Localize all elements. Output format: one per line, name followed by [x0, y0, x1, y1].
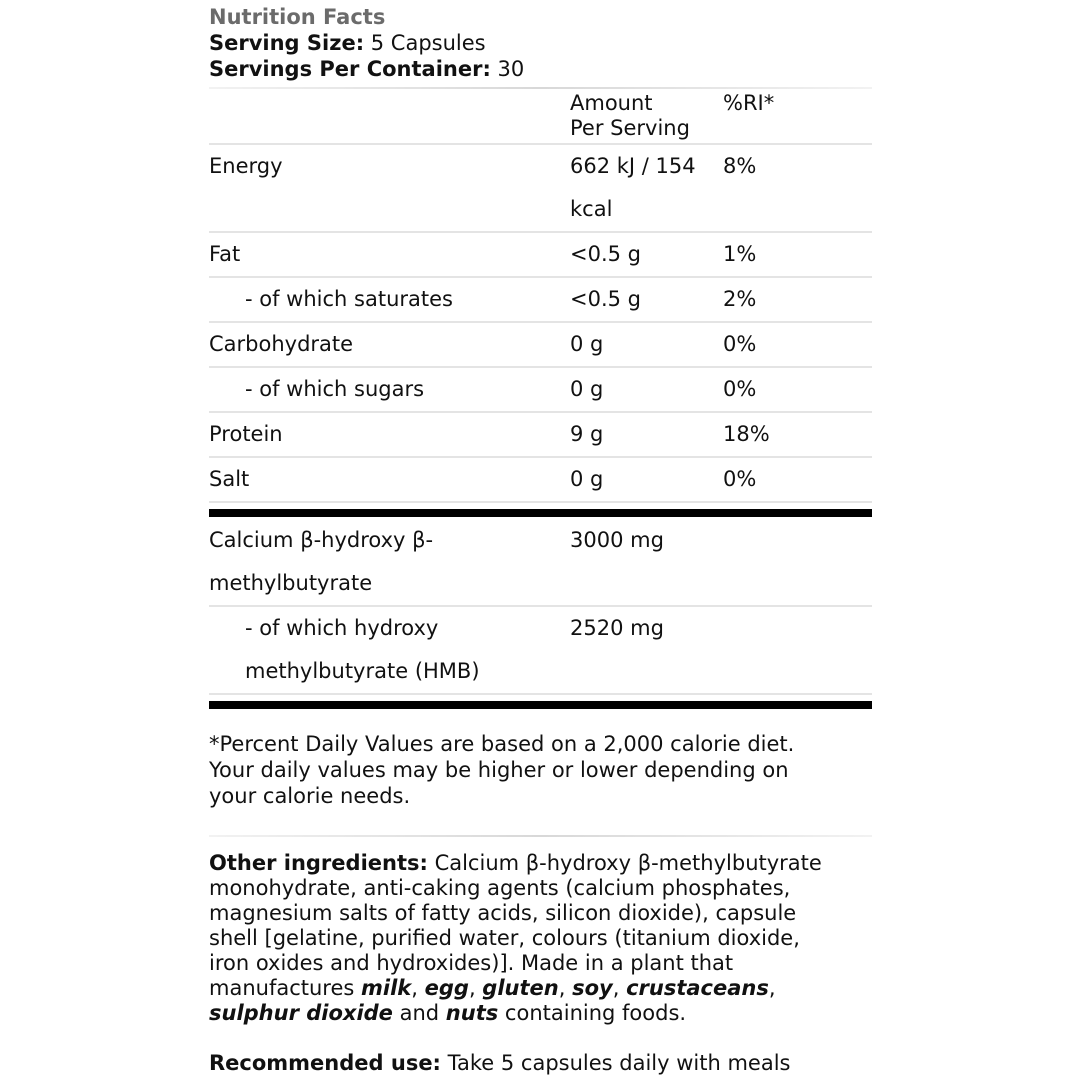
servings-per-container-label: Servings Per Container: [209, 57, 491, 81]
footnote-line: Your daily values may be higher or lower depending on [209, 758, 789, 782]
allergen-crustaceans: crustaceans [626, 976, 769, 1000]
allergen-soy: soy [572, 976, 613, 1000]
active-ingredients-table [209, 519, 872, 695]
nutrition-table [209, 89, 872, 503]
row-amount: 2520 mg [570, 606, 723, 694]
row-name: - of which sugars [209, 367, 570, 412]
ingredients-line [209, 976, 872, 1001]
table-row [209, 519, 872, 606]
separator: , [558, 976, 573, 1000]
row-name [209, 606, 570, 694]
footnote-line: *Percent Daily Values are based on a 2,000 calorie diet. [209, 732, 795, 756]
row-ri: 18% [723, 412, 872, 457]
row-amount: 3000 mg [570, 519, 723, 606]
footnote [209, 731, 872, 809]
table-row [209, 277, 872, 322]
row-amount: <0.5 g [570, 232, 723, 277]
row-amount: 0 g [570, 367, 723, 412]
row-name: Protein [209, 412, 570, 457]
header-ri: %RI* [723, 89, 872, 144]
row-ri: 0% [723, 457, 872, 502]
header-amount-line1: Amount [570, 91, 653, 115]
allergen-milk: milk [361, 976, 412, 1000]
row-amount [570, 144, 723, 232]
ingredients-line: iron oxides and hydroxides)]. Made in a plant that [209, 951, 734, 975]
row-ri: 0% [723, 367, 872, 412]
row-name-line1: Calcium β-hydroxy β- [209, 528, 434, 552]
separator: , [411, 976, 425, 1000]
ingredients-line: magnesium salts of fatty acids, silicon dioxide), capsule [209, 901, 797, 925]
allergen-sulphur-dioxide: sulphur dioxide [209, 1001, 393, 1025]
ingredients-text: Calcium β-hydroxy β-methylbutyrate [427, 851, 822, 875]
servings-per-container [209, 56, 872, 82]
ingredients-text: and [392, 1001, 446, 1025]
recommended-use [209, 1050, 872, 1076]
table-row [209, 367, 872, 412]
row-ri-empty [723, 519, 872, 606]
row-ri-empty [723, 606, 872, 694]
row-ri: 8% [723, 144, 872, 232]
row-name-line1: - of which hydroxy [245, 616, 439, 640]
allergen-nuts: nuts [445, 1001, 499, 1025]
row-name: Energy [209, 144, 570, 232]
row-name-line2: methylbutyrate (HMB) [245, 659, 480, 683]
table-header-row [209, 89, 872, 144]
nutrition-facts-title: Nutrition Facts [209, 5, 386, 29]
divider [209, 835, 872, 837]
row-name-line2: methylbutyrate [209, 571, 373, 595]
table-row [209, 322, 872, 367]
header-amount-line2: Per Serving [570, 116, 690, 140]
separator: , [768, 976, 776, 1000]
heavy-divider [209, 701, 872, 709]
ingredients-line: shell [gelatine, purified water, colours (titanium dioxide, [209, 926, 800, 950]
row-name: Fat [209, 232, 570, 277]
separator: , [468, 976, 483, 1000]
ingredients-line [209, 1001, 872, 1026]
table-row [209, 144, 872, 232]
serving-size-value: 5 Capsules [364, 31, 486, 55]
table-row [209, 232, 872, 277]
serving-size [209, 30, 872, 56]
row-ri: 0% [723, 322, 872, 367]
ingredients-line: monohydrate, anti-caking agents (calcium phosphates, [209, 876, 791, 900]
row-amount: <0.5 g [570, 277, 723, 322]
row-amount: 0 g [570, 322, 723, 367]
row-amount: 9 g [570, 412, 723, 457]
ingredients-label: Other ingredients: [209, 851, 428, 875]
allergen-gluten: gluten [482, 976, 559, 1000]
serving-size-label: Serving Size: [209, 31, 365, 55]
row-amount: 0 g [570, 457, 723, 502]
table-row [209, 457, 872, 502]
other-ingredients [209, 851, 872, 1026]
nutrition-label [209, 4, 872, 1076]
row-amount-line1: 662 kJ / 154 [570, 154, 696, 178]
footnote-line: your calorie needs. [209, 784, 411, 808]
row-amount-line2: kcal [570, 197, 613, 221]
header-amount [570, 89, 723, 144]
separator: , [612, 976, 627, 1000]
recommended-use-label: Recommended use: [209, 1051, 441, 1075]
table-row [209, 606, 872, 694]
row-name: Carbohydrate [209, 322, 570, 367]
allergen-egg: egg [424, 976, 469, 1000]
servings-per-container-value: 30 [490, 57, 525, 81]
ingredients-text: manufactures [209, 976, 362, 1000]
heavy-divider [209, 509, 872, 517]
row-name: - of which saturates [209, 277, 570, 322]
header-empty-cell [209, 89, 570, 144]
ingredients-line [209, 851, 872, 876]
row-name [209, 519, 570, 606]
recommended-use-text: Take 5 capsules daily with meals [440, 1051, 791, 1075]
row-name: Salt [209, 457, 570, 502]
ingredients-text: containing foods. [498, 1001, 687, 1025]
table-row [209, 412, 872, 457]
row-ri: 1% [723, 232, 872, 277]
row-ri: 2% [723, 277, 872, 322]
